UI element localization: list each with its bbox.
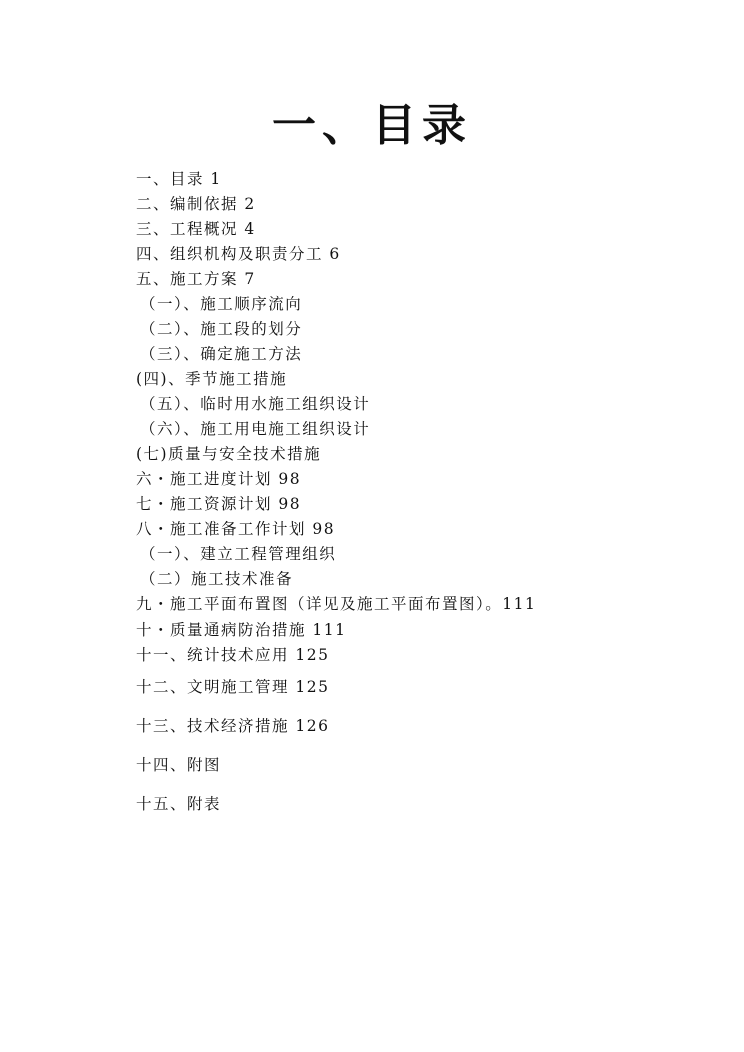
- toc-entry-24: 十五、附表: [136, 795, 222, 813]
- toc-entry-18: 九・施工平面布置图（详见及施工平面布置图）。111: [136, 595, 537, 613]
- toc-entry-14: 七・施工资源计划 98: [136, 495, 302, 513]
- toc-entry-6: （一）、施工顺序流向: [140, 295, 303, 313]
- toc-entry-2: 二、编制依据 2: [136, 195, 256, 213]
- page-title: 一、目录: [272, 100, 472, 151]
- toc-entry-16: （一）、建立工程管理组织: [140, 545, 337, 563]
- toc-entry-17: （二）施工技术准备: [140, 570, 294, 588]
- toc-entry-4: 四、组织机构及职责分工 6: [136, 245, 341, 263]
- toc-entry-23: 十四、附图: [136, 756, 222, 774]
- toc-entry-5: 五、施工方案 7: [136, 270, 256, 288]
- toc-entry-7: （二）、施工段的划分: [140, 320, 303, 338]
- toc-entry-20: 十一、统计技术应用 125: [136, 646, 330, 664]
- toc-entry-3: 三、工程概况 4: [136, 220, 256, 238]
- toc-entry-1: 一、目录 1: [136, 170, 222, 188]
- toc-entry-11: （六）、施工用电施工组织设计: [140, 420, 371, 438]
- toc-entry-19: 十・质量通病防治措施 111: [136, 621, 347, 639]
- toc-entry-21: 十二、文明施工管理 125: [136, 678, 330, 696]
- toc-entry-13: 六・施工进度计划 98: [136, 470, 302, 488]
- toc-entry-9: (四)、季节施工措施: [136, 370, 288, 388]
- toc-entry-22: 十三、技术经济措施 126: [136, 717, 330, 735]
- toc-entry-10: （五）、临时用水施工组织设计: [140, 395, 371, 413]
- toc-entry-8: （三）、确定施工方法: [140, 345, 303, 363]
- toc-entry-12: (七)质量与安全技术措施: [136, 445, 322, 463]
- toc-entry-15: 八・施工准备工作计划 98: [136, 520, 336, 538]
